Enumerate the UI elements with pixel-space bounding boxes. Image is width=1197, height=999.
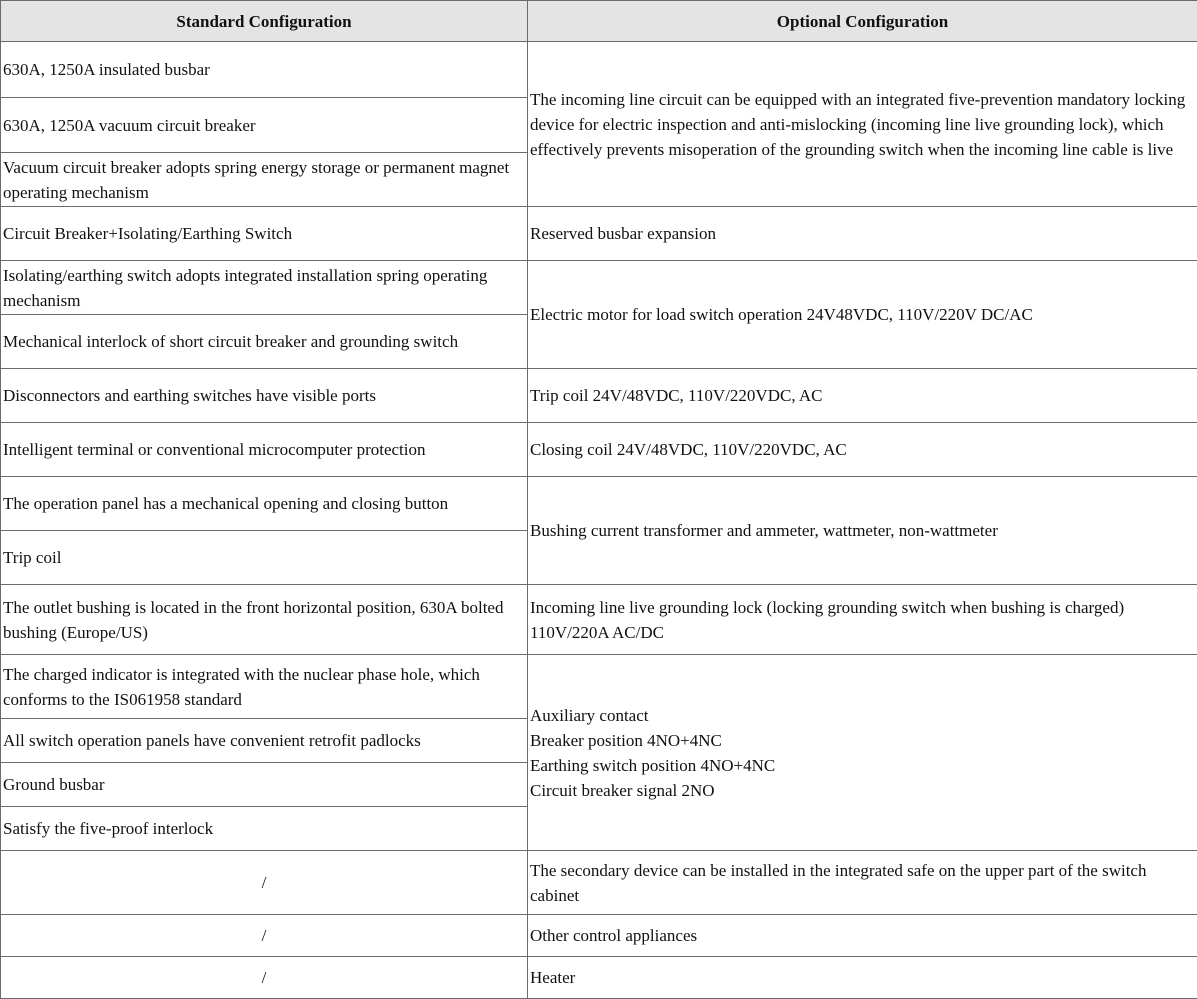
optional-cell: Other control appliances bbox=[528, 915, 1197, 957]
table-row bbox=[1, 423, 1197, 477]
table-row bbox=[1, 477, 1197, 531]
standard-cell: Disconnectors and earthing switches have visible ports bbox=[1, 369, 528, 423]
auxiliary-line: Breaker position 4NO+4NC bbox=[530, 728, 1195, 753]
table-row bbox=[1, 851, 1197, 915]
table-row bbox=[1, 207, 1197, 261]
standard-cell: Circuit Breaker+Isolating/Earthing Switch bbox=[1, 207, 528, 261]
auxiliary-line: Earthing switch position 4NO+4NC bbox=[530, 753, 1195, 778]
standard-cell: Mechanical interlock of short circuit breaker and grounding switch bbox=[1, 315, 528, 369]
optional-cell: Reserved busbar expansion bbox=[528, 207, 1197, 261]
standard-cell: Trip coil bbox=[1, 531, 528, 585]
optional-cell: Closing coil 24V/48VDC, 110V/220VDC, AC bbox=[528, 423, 1197, 477]
standard-cell: Isolating/earthing switch adopts integrated installation spring operating mechanism bbox=[1, 261, 528, 315]
standard-cell: Vacuum circuit breaker adopts spring energy storage or permanent magnet operating mechanism bbox=[1, 153, 528, 207]
standard-cell: The operation panel has a mechanical opening and closing button bbox=[1, 477, 528, 531]
standard-cell-empty: / bbox=[1, 915, 528, 957]
standard-cell: 630A, 1250A vacuum circuit breaker bbox=[1, 98, 528, 153]
optional-cell: Electric motor for load switch operation 24V48VDC, 110V/220V DC/AC bbox=[528, 261, 1197, 369]
optional-cell: Heater bbox=[528, 957, 1197, 999]
standard-cell: Intelligent terminal or conventional microcomputer protection bbox=[1, 423, 528, 477]
optional-cell: The incoming line circuit can be equipped with an integrated five-prevention mandatory locking device for electric inspection and anti-mislocking (incoming line live grounding lock), which effectively prevents misoperation of the grounding switch when the incoming line cable is live bbox=[528, 42, 1197, 207]
standard-cell: The outlet bushing is located in the front horizontal position, 630A bolted bushing (Europe/US) bbox=[1, 585, 528, 655]
optional-cell-auxiliary bbox=[528, 655, 1197, 851]
table-header-row bbox=[1, 1, 1197, 42]
standard-cell: Ground busbar bbox=[1, 763, 528, 807]
table-row bbox=[1, 957, 1197, 999]
auxiliary-line: Auxiliary contact bbox=[530, 703, 1195, 728]
table-row bbox=[1, 42, 1197, 98]
standard-cell: 630A, 1250A insulated busbar bbox=[1, 42, 528, 98]
table-row bbox=[1, 585, 1197, 655]
optional-cell: The secondary device can be installed in the integrated safe on the upper part of the switch cabinet bbox=[528, 851, 1197, 915]
optional-cell: Incoming line live grounding lock (locking grounding switch when bushing is charged) 110V/220A AC/DC bbox=[528, 585, 1197, 655]
standard-cell: Satisfy the five-proof interlock bbox=[1, 807, 528, 851]
standard-configuration-header: Standard Configuration bbox=[1, 1, 528, 42]
optional-cell: Bushing current transformer and ammeter, wattmeter, non-wattmeter bbox=[528, 477, 1197, 585]
table-row bbox=[1, 915, 1197, 957]
standard-cell: All switch operation panels have convenient retrofit padlocks bbox=[1, 719, 528, 763]
standard-cell-empty: / bbox=[1, 851, 528, 915]
table-row bbox=[1, 655, 1197, 719]
optional-configuration-header: Optional Configuration bbox=[528, 1, 1197, 42]
standard-cell: The charged indicator is integrated with the nuclear phase hole, which conforms to the IS061958 standard bbox=[1, 655, 528, 719]
table-row bbox=[1, 369, 1197, 423]
standard-cell-empty: / bbox=[1, 957, 528, 999]
auxiliary-line: Circuit breaker signal 2NO bbox=[530, 778, 1195, 803]
optional-cell: Trip coil 24V/48VDC, 110V/220VDC, AC bbox=[528, 369, 1197, 423]
table-row bbox=[1, 261, 1197, 315]
